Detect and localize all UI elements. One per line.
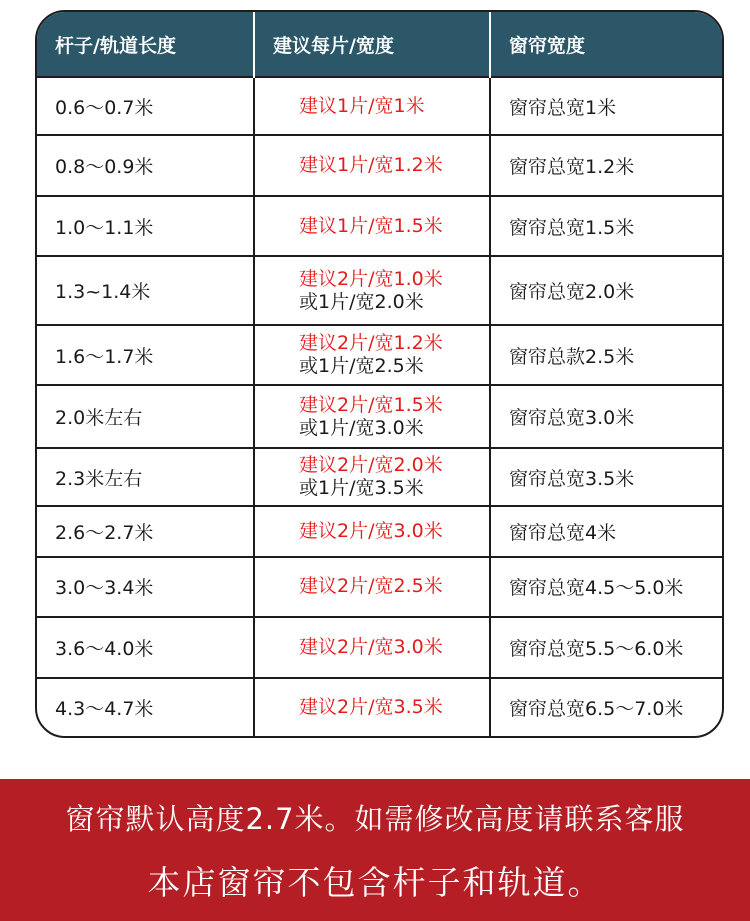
rod-length-cell: 1.3~1.4米 — [37, 256, 254, 325]
alternative-recommendation-text: 或1片/宽3.5米 — [299, 477, 424, 499]
curtain-width-cell: 窗帘总宽1.5米 — [490, 196, 722, 256]
recommendation-text: 建议2片/宽1.2米 — [299, 332, 443, 355]
recommendation-text: 建议1片/宽1.5米 — [299, 214, 443, 237]
size-table-grid — [37, 12, 722, 736]
table-body — [37, 77, 722, 736]
table-row — [37, 557, 722, 617]
recommended-width-cell — [254, 678, 490, 737]
recommendation-text: 建议2片/宽2.0米 — [299, 454, 443, 476]
rod-length-cell: 0.6～0.7米 — [37, 77, 254, 135]
recommended-width-cell — [254, 256, 490, 325]
recommended-width-cell — [254, 448, 490, 506]
curtain-width-cell: 窗帘总宽5.5～6.0米 — [490, 617, 722, 677]
recommendation-text: 建议2片/宽3.0米 — [299, 519, 443, 542]
curtain-width-cell: 窗帘总款2.5米 — [490, 325, 722, 385]
recommended-width-cell — [254, 557, 490, 617]
footer-no-rod-note: 本店窗帘不包含杆子和轨道。 — [147, 863, 603, 902]
table-row — [37, 196, 722, 256]
recommended-width-cell — [254, 196, 490, 256]
recommendation-text: 建议2片/宽2.5米 — [299, 575, 443, 598]
recommended-width-cell — [254, 135, 490, 195]
recommendation-text: 建议1片/宽1米 — [299, 94, 425, 117]
recommended-width-cell — [254, 77, 490, 135]
recommendation-text: 建议2片/宽3.5米 — [299, 695, 443, 718]
curtain-width-cell: 窗帘总宽3.0米 — [490, 385, 722, 447]
recommendation-text: 建议1片/宽1.2米 — [299, 154, 443, 177]
rod-length-cell: 1.0～1.1米 — [37, 196, 254, 256]
rod-length-cell: 3.0～3.4米 — [37, 557, 254, 617]
recommended-width-cell — [254, 617, 490, 677]
table-row — [37, 135, 722, 195]
footer-default-height-note: 窗帘默认高度2.7米。如需修改高度请联系客服 — [65, 802, 685, 836]
rod-length-cell: 3.6～4.0米 — [37, 617, 254, 677]
table-row — [37, 77, 722, 135]
curtain-width-cell: 窗帘总宽4米 — [490, 506, 722, 556]
table-row — [37, 506, 722, 556]
alternative-recommendation-text: 或1片/宽2.0米 — [299, 290, 424, 313]
recommendation-text: 建议2片/宽1.0米 — [299, 267, 443, 290]
curtain-width-cell: 窗帘总宽1米 — [490, 77, 722, 135]
footer-banner — [0, 779, 750, 921]
header-curtain-width: 窗帘宽度 — [490, 12, 722, 77]
curtain-width-cell: 窗帘总宽1.2米 — [490, 135, 722, 195]
curtain-width-cell: 窗帘总宽6.5～7.0米 — [490, 678, 722, 737]
recommended-width-cell — [254, 506, 490, 556]
rod-length-cell: 4.3～4.7米 — [37, 678, 254, 737]
table-row — [37, 385, 722, 447]
curtain-width-cell: 窗帘总宽3.5米 — [490, 448, 722, 506]
table-row — [37, 325, 722, 385]
alternative-recommendation-text: 或1片/宽2.5米 — [299, 355, 424, 378]
rod-length-cell: 2.6～2.7米 — [37, 506, 254, 556]
recommended-width-cell — [254, 325, 490, 385]
alternative-recommendation-text: 或1片/宽3.0米 — [299, 416, 424, 439]
table-header-row — [37, 12, 722, 77]
table-row — [37, 678, 722, 737]
curtain-width-cell: 窗帘总宽4.5～5.0米 — [490, 557, 722, 617]
size-table — [35, 10, 724, 738]
recommendation-text: 建议2片/宽3.0米 — [299, 635, 443, 658]
table-row — [37, 448, 722, 506]
recommendation-text: 建议2片/宽1.5米 — [299, 393, 443, 416]
rod-length-cell: 2.3米左右 — [37, 448, 254, 506]
header-rod-length: 杆子/轨道长度 — [37, 12, 254, 77]
recommended-width-cell — [254, 385, 490, 447]
curtain-width-cell: 窗帘总宽2.0米 — [490, 256, 722, 325]
rod-length-cell: 2.0米左右 — [37, 385, 254, 447]
table-row — [37, 256, 722, 325]
table-row — [37, 617, 722, 677]
header-recommended-width: 建议每片/宽度 — [254, 12, 490, 77]
rod-length-cell: 1.6～1.7米 — [37, 325, 254, 385]
rod-length-cell: 0.8～0.9米 — [37, 135, 254, 195]
